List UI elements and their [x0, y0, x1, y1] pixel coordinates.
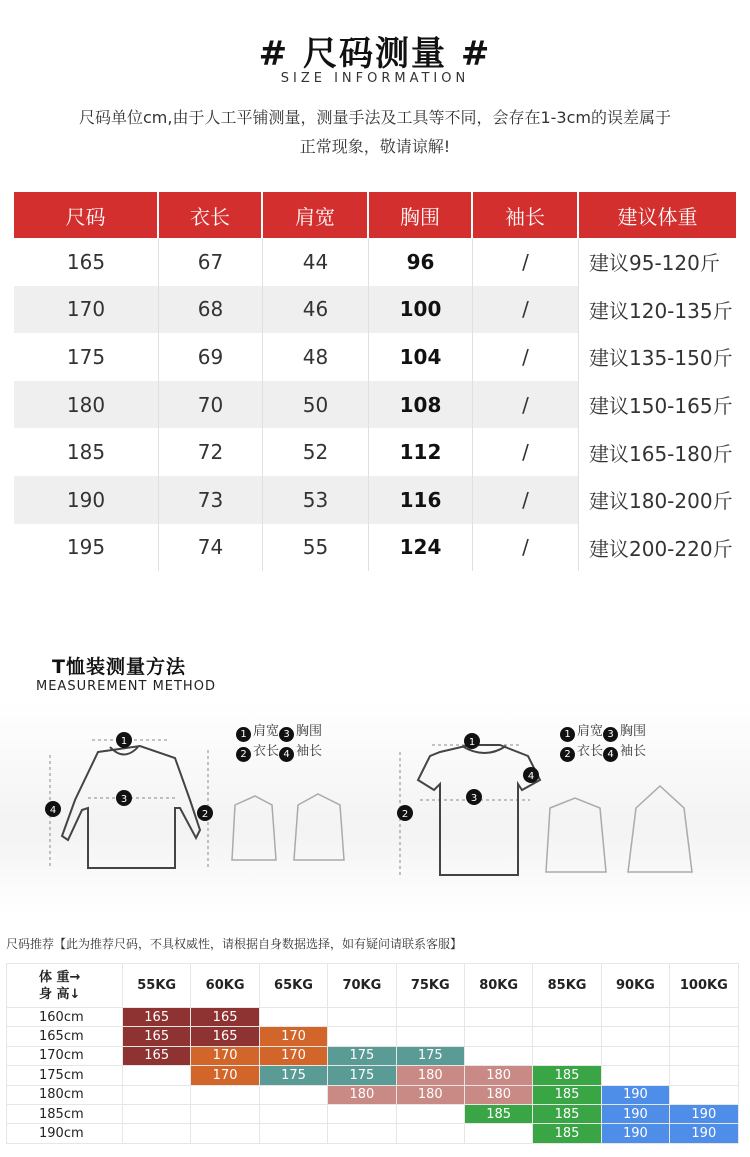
- hoodie-icon: [628, 786, 692, 872]
- recommend-cell: 175: [328, 1046, 396, 1065]
- size-cell: 195: [14, 524, 159, 572]
- header-length: 衣长: [159, 192, 263, 238]
- size-cell: 74: [159, 524, 263, 572]
- number-1-icon: 1: [236, 727, 251, 742]
- recommend-cell: [670, 1066, 738, 1085]
- size-row: [14, 238, 736, 286]
- size-cell: 69: [159, 333, 263, 381]
- recommend-cell: [464, 1124, 532, 1143]
- recommend-cell: 180: [464, 1085, 532, 1104]
- recommend-cell: [670, 1008, 738, 1027]
- recommend-cell: [396, 1104, 464, 1123]
- weight-header: 85KG: [533, 964, 601, 1008]
- header-size: 尺码: [14, 192, 159, 238]
- size-cell: 185: [14, 428, 159, 476]
- recommend-cell: 165: [191, 1027, 259, 1046]
- recommend-cell: [533, 1008, 601, 1027]
- size-cell: 116: [369, 476, 473, 524]
- size-cell: 96: [369, 238, 473, 286]
- number-2-icon: 2: [560, 747, 575, 762]
- size-row: [14, 333, 736, 381]
- legend-sleeve: 袖长: [296, 744, 323, 759]
- corner-height-label: 身 高↓: [39, 986, 81, 1002]
- header-sleeve: 袖长: [473, 192, 579, 238]
- note-line: 正常现象，敬请谅解!: [299, 137, 451, 156]
- size-cell: 112: [369, 428, 473, 476]
- size-cell: 124: [369, 524, 473, 572]
- number-3-icon: 3: [279, 727, 294, 742]
- recommend-cell: 190: [670, 1124, 738, 1143]
- size-cell: 72: [159, 428, 263, 476]
- page-subtitle: SIZE INFORMATION: [280, 71, 470, 86]
- recommend-cell: 170: [191, 1066, 259, 1085]
- weight-header: 75KG: [396, 964, 464, 1008]
- recommend-cell: 185: [533, 1085, 601, 1104]
- size-row: [14, 524, 736, 572]
- svg-text:2: 2: [401, 809, 409, 820]
- svg-text:3: 3: [470, 793, 478, 804]
- header-shoulder: 肩宽: [263, 192, 369, 238]
- size-cell: /: [473, 381, 579, 429]
- weight-header: 90KG: [601, 964, 669, 1008]
- size-table-header: [14, 192, 736, 238]
- size-row-band: [14, 286, 579, 334]
- recommend-cell: [259, 1124, 327, 1143]
- recommend-cell: 185: [464, 1104, 532, 1123]
- size-cell: 70: [159, 381, 263, 429]
- recommend-cell: 180: [328, 1085, 396, 1104]
- recommend-row: [7, 1008, 739, 1027]
- measurement-title: T恤装测量方法: [52, 656, 186, 678]
- header-chest: 胸围: [369, 192, 473, 238]
- recommend-cell: [191, 1104, 259, 1123]
- header-weight: 建议体重: [617, 204, 698, 229]
- weight-header: 55KG: [123, 964, 191, 1008]
- recommend-row: [7, 1085, 739, 1104]
- legend-length: 衣长: [577, 744, 604, 759]
- height-label: 175cm: [7, 1066, 123, 1085]
- recommend-cell: [123, 1066, 191, 1085]
- blazer-icon: [232, 796, 276, 860]
- size-cell: 170: [14, 286, 159, 334]
- measurement-diagram-area: [0, 700, 750, 915]
- weight-header: 60KG: [191, 964, 259, 1008]
- recommend-cell: 165: [123, 1027, 191, 1046]
- size-cell: 175: [14, 333, 159, 381]
- recommend-cell: [601, 1046, 669, 1065]
- svg-text:1: 1: [468, 737, 476, 748]
- legend-shoulder: 肩宽: [253, 724, 280, 739]
- size-weight-cell: 建议200-220斤: [589, 536, 733, 561]
- recommend-cell: 175: [396, 1046, 464, 1065]
- recommend-row: [7, 1046, 739, 1065]
- svg-text:4: 4: [527, 771, 535, 782]
- recommend-title: 尺码推荐【此为推荐尺码，不具权威性，请根据自身数据选择，如有疑问请联系客服】: [6, 937, 463, 951]
- measurement-note: [30, 103, 720, 161]
- recommend-cell: 175: [259, 1066, 327, 1085]
- recommend-cell: [601, 1027, 669, 1046]
- recommend-cell: 185: [533, 1124, 601, 1143]
- size-table: [14, 192, 736, 571]
- recommend-cell: [191, 1124, 259, 1143]
- height-label: 160cm: [7, 1008, 123, 1027]
- size-row-band: [14, 476, 579, 524]
- size-row-band: [14, 333, 579, 381]
- height-label: 185cm: [7, 1104, 123, 1123]
- size-cell: /: [473, 476, 579, 524]
- weight-header: 70KG: [328, 964, 396, 1008]
- size-row-band: [14, 428, 579, 476]
- size-cell: 108: [369, 381, 473, 429]
- size-row-band: [14, 524, 579, 572]
- size-row-band: [14, 381, 579, 429]
- size-row: [14, 381, 736, 429]
- size-cell: /: [473, 333, 579, 381]
- svg-text:2: 2: [201, 809, 209, 820]
- size-cell: 52: [263, 428, 369, 476]
- size-row: [14, 428, 736, 476]
- legend-shoulder: 肩宽: [577, 724, 604, 739]
- recommend-cell: 165: [191, 1008, 259, 1027]
- weight-header: 80KG: [464, 964, 532, 1008]
- size-cell: 44: [263, 238, 369, 286]
- size-row: [14, 476, 736, 524]
- recommend-cell: [396, 1027, 464, 1046]
- recommend-cell: [396, 1008, 464, 1027]
- measurement-subtitle: MEASUREMENT METHOD: [36, 679, 216, 694]
- number-4-icon: 4: [279, 747, 294, 762]
- recommend-cell: [328, 1104, 396, 1123]
- height-label: 165cm: [7, 1027, 123, 1046]
- recommend-cell: [533, 1046, 601, 1065]
- recommend-cell: [328, 1008, 396, 1027]
- tshirt-icon: [418, 745, 540, 875]
- recommend-cell: [191, 1085, 259, 1104]
- legend-right: [560, 722, 646, 762]
- size-row-band: [14, 238, 579, 286]
- recommend-cell: [670, 1046, 738, 1065]
- svg-text:4: 4: [49, 805, 57, 816]
- size-cell: 53: [263, 476, 369, 524]
- recommend-cell: [259, 1008, 327, 1027]
- recommend-cell: 170: [191, 1046, 259, 1065]
- size-cell: /: [473, 428, 579, 476]
- height-label: 180cm: [7, 1085, 123, 1104]
- shirt-icon: [546, 798, 606, 872]
- recommend-cell: [670, 1085, 738, 1104]
- recommend-cell: 190: [601, 1124, 669, 1143]
- size-cell: 46: [263, 286, 369, 334]
- size-row: [14, 286, 736, 334]
- size-cell: 55: [263, 524, 369, 572]
- recommend-header-row: [7, 964, 739, 1008]
- recommend-cell: [396, 1124, 464, 1143]
- recommend-row: [7, 1124, 739, 1143]
- number-3-icon: 3: [603, 727, 618, 742]
- size-weight-cell: 建议180-200斤: [589, 489, 733, 514]
- recommend-cell: [464, 1027, 532, 1046]
- recommend-cell: 175: [328, 1066, 396, 1085]
- recommend-cell: [123, 1104, 191, 1123]
- corner-weight-label: 体 重→: [39, 969, 81, 985]
- legend-chest: 胸围: [620, 724, 647, 739]
- number-2-icon: 2: [236, 747, 251, 762]
- size-cell: 67: [159, 238, 263, 286]
- number-1-icon: 1: [560, 727, 575, 742]
- size-weight-cell: 建议95-120斤: [589, 251, 720, 276]
- number-4-icon: 4: [603, 747, 618, 762]
- size-cell: /: [473, 286, 579, 334]
- recommend-cell: [123, 1085, 191, 1104]
- size-cell: 50: [263, 381, 369, 429]
- recommend-cell: [601, 1066, 669, 1085]
- recommend-row: [7, 1066, 739, 1085]
- size-weight-cell: 建议165-180斤: [589, 441, 733, 466]
- size-cell: 104: [369, 333, 473, 381]
- weight-header: 100KG: [670, 964, 738, 1008]
- recommend-cell: [464, 1046, 532, 1065]
- size-cell: 48: [263, 333, 369, 381]
- recommend-cell: 190: [601, 1085, 669, 1104]
- recommend-corner: [7, 964, 123, 1008]
- size-cell: 100: [369, 286, 473, 334]
- recommend-cell: [259, 1104, 327, 1123]
- recommend-cell: [601, 1008, 669, 1027]
- size-cell: 68: [159, 286, 263, 334]
- recommend-cell: 190: [670, 1104, 738, 1123]
- size-cell: 73: [159, 476, 263, 524]
- height-label: 170cm: [7, 1046, 123, 1065]
- note-line: 尺码单位cm,由于人工平铺测量，测量手法及工具等不同，会存在1-3cm的误差属于: [79, 108, 671, 127]
- recommend-cell: [328, 1027, 396, 1046]
- size-weight-cell: 建议135-150斤: [589, 346, 733, 371]
- recommend-row: [7, 1027, 739, 1046]
- recommend-cell: 185: [533, 1066, 601, 1085]
- recommend-cell: 170: [259, 1046, 327, 1065]
- recommend-cell: 170: [259, 1027, 327, 1046]
- size-weight-cell: 建议120-135斤: [589, 298, 733, 323]
- recommend-cell: [123, 1124, 191, 1143]
- size-cell: /: [473, 524, 579, 572]
- recommend-cell: [670, 1027, 738, 1046]
- size-cell: 165: [14, 238, 159, 286]
- recommend-cell: [533, 1027, 601, 1046]
- recommend-table: [6, 963, 739, 1144]
- recommend-cell: 165: [123, 1046, 191, 1065]
- weight-header: 65KG: [259, 964, 327, 1008]
- size-weight-cell: 建议150-165斤: [589, 394, 733, 419]
- long-sleeve-shirt-icon: [62, 746, 200, 868]
- legend-left: [236, 722, 322, 762]
- recommend-cell: 165: [123, 1008, 191, 1027]
- recommend-row: [7, 1104, 739, 1123]
- page-title: # 尺码测量 #: [258, 34, 492, 74]
- jacket-icon: [294, 794, 344, 860]
- legend-sleeve: 袖长: [620, 744, 647, 759]
- recommend-cell: [328, 1124, 396, 1143]
- recommend-cell: 190: [601, 1104, 669, 1123]
- recommend-cell: [259, 1085, 327, 1104]
- legend-chest: 胸围: [296, 724, 323, 739]
- size-cell: 180: [14, 381, 159, 429]
- recommend-cell: 180: [464, 1066, 532, 1085]
- svg-text:3: 3: [120, 794, 128, 805]
- recommend-cell: [464, 1008, 532, 1027]
- size-cell: 190: [14, 476, 159, 524]
- recommend-cell: 180: [396, 1066, 464, 1085]
- size-cell: /: [473, 238, 579, 286]
- legend-length: 衣长: [253, 744, 280, 759]
- height-label: 190cm: [7, 1124, 123, 1143]
- recommend-cell: 185: [533, 1104, 601, 1123]
- recommend-cell: 180: [396, 1085, 464, 1104]
- svg-text:1: 1: [120, 736, 128, 747]
